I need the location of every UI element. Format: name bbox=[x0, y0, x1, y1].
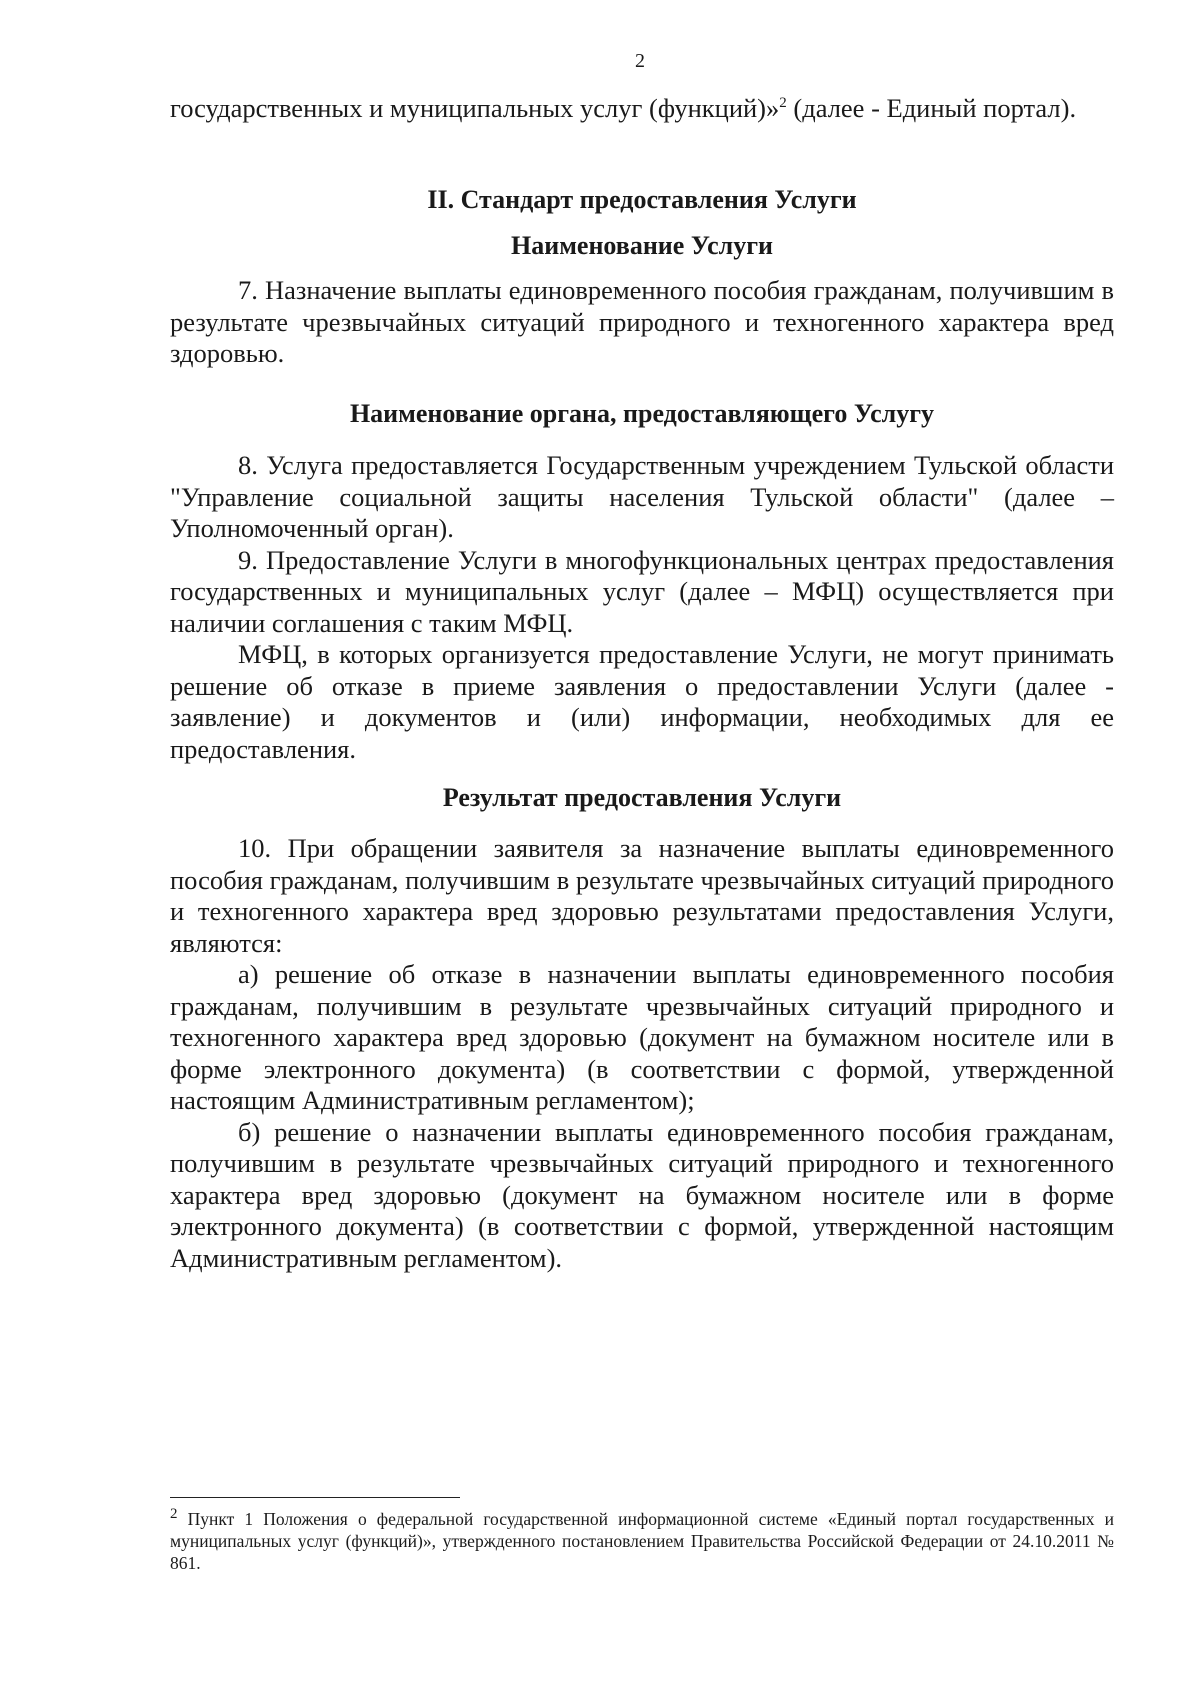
paragraph-9: 9. Предоставление Услуги в многофункциональных центрах предоставления государственных и муниципальных услуг (далее – МФЦ) осуществляется при наличии соглашения с таким МФЦ. bbox=[170, 544, 1114, 638]
paragraph-8: 8. Услуга предоставляется Государственным учреждением Тульской области "Управление социальной защиты населения Тульской области" (далее – Уполномоченный орган). bbox=[170, 450, 1114, 543]
footnote-divider bbox=[170, 1497, 460, 1498]
paragraph-10-a: а) решение об отказе в назначении выплаты единовременного пособия гражданам, получившим в результате чрезвычайных ситуаций природного и техногенного характера вред здоровью (документ на бумажном носителе или в форме электронного документа) (в соответствии с формой, утвержденной настоящим Административным регламентом); bbox=[170, 959, 1114, 1115]
heading-result: Результат предоставления Услуги bbox=[442, 783, 842, 812]
heading-block-2 bbox=[170, 398, 1114, 430]
paragraph-10-b: б) решение о назначении выплаты единовременного пособия гражданам, получившим в результате чрезвычайных ситуаций природного и техногенного характера вред здоровью (документ на бумажном носителе или в форме электронного документа) (в соответствии с формой, утвержденной настоящим Административным регламентом). bbox=[170, 1116, 1114, 1273]
paragraph-7-block bbox=[170, 275, 1114, 370]
paragraph-mfc: МФЦ, в которых организуется предоставление Услуги, не могут принимать решение об отказе в приеме заявления о предоставлении Услуги (далее - заявление) и документов и (или) информации, необходимых для ее предоставления. bbox=[170, 639, 1114, 764]
footnote-marker: 2 bbox=[170, 1506, 178, 1523]
heading-block-3 bbox=[170, 782, 1114, 814]
footnote-reference: 2 bbox=[779, 95, 787, 112]
authority-paragraphs-block bbox=[170, 450, 1114, 765]
footnote bbox=[170, 1508, 1114, 1574]
heading-block-1 bbox=[170, 230, 1114, 262]
page-number: 2 bbox=[635, 50, 645, 72]
intro-text: государственных и муниципальных услуг (функций)» bbox=[170, 93, 780, 123]
footnote-text: Пункт 1 Положения о федеральной государственной информационной системе «Единый портал государственных и муниципальных услуг (функций)», утвержденного постановлением Правительства Российской Федерации от 24.10.2011 № 861. bbox=[170, 1509, 1114, 1573]
heading-authority: Наименование органа, предоставляющего Услугу bbox=[349, 399, 935, 428]
section-title: II. Стандарт предоставления Услуги bbox=[427, 185, 857, 214]
paragraph-10: 10. При обращении заявителя за назначение выплаты единовременного пособия гражданам, получившим в результате чрезвычайных ситуаций природного и техногенного характера вред здоровью результатами предоставления Услуги, являются: bbox=[170, 833, 1114, 958]
paragraph-7: 7. Назначение выплаты единовременного пособия гражданам, получившим в результате чрезвычайных ситуаций природного и техногенного характера вред здоровью. bbox=[170, 275, 1114, 368]
result-paragraphs-block bbox=[170, 833, 1114, 1274]
section-title-block bbox=[170, 184, 1114, 216]
intro-text-after: (далее - Единый портал). bbox=[786, 93, 1077, 123]
heading-service-name: Наименование Услуги bbox=[510, 231, 774, 260]
intro-paragraph bbox=[170, 93, 1114, 125]
